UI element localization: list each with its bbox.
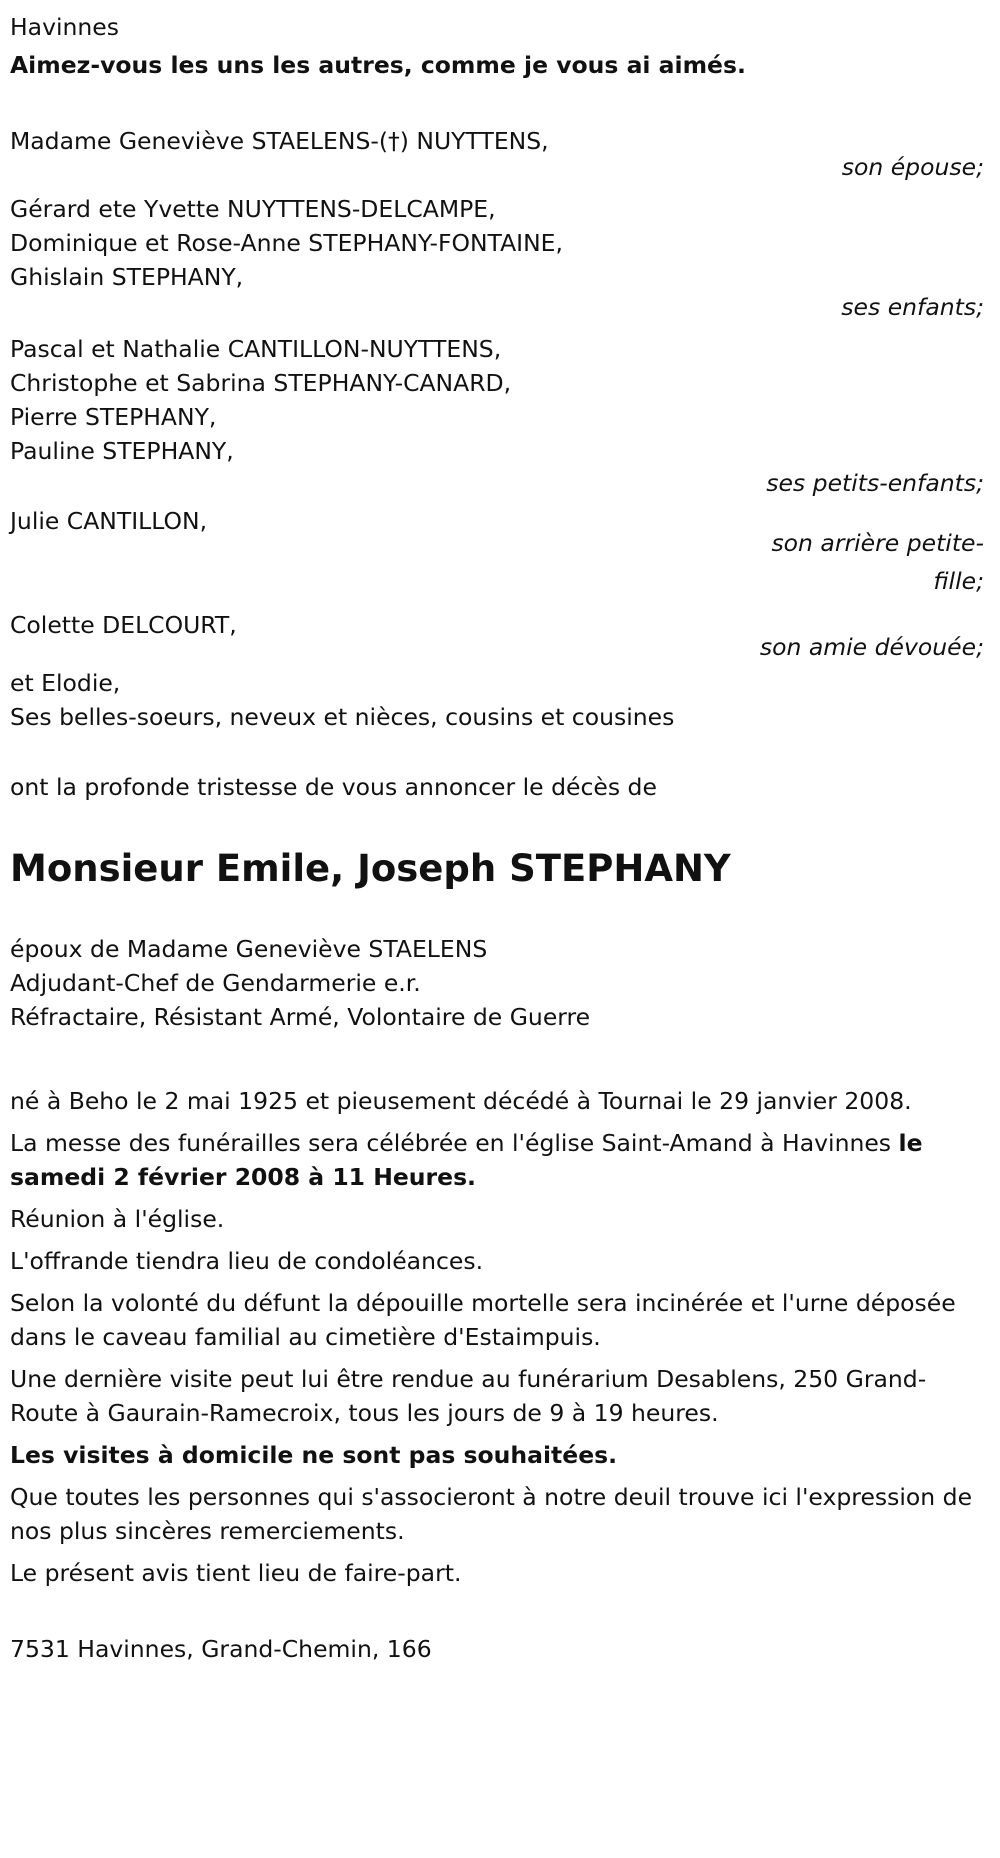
- family-spouse: [10, 122, 986, 186]
- family-name: et Elodie,: [10, 669, 121, 697]
- offering-text: L'offrande tiendra lieu de condoléances.: [10, 1247, 484, 1275]
- deceased-name: Monsieur Emile, Joseph STEPHANY: [10, 847, 731, 890]
- family-name: Gérard ete Yvette NUYTTENS-DELCAMPE,: [10, 195, 496, 223]
- family-name: Ghislain STEPHANY,: [10, 263, 244, 291]
- visit-text: Une dernière visite peut lui être rendue au funérarium Desablens, 250 Grand-Route à Gaurain-Ramecroix, tous les jours de 9 à 19 heures.: [10, 1365, 927, 1427]
- family-name: Colette DELCOURT,: [10, 611, 237, 639]
- cremation-text: Selon la volonté du défunt la dépouille mortelle sera incinérée et l'urne déposée dans le caveau familial au cimetière d'Estaimpuis.: [10, 1289, 956, 1351]
- funeral-mass-intro: La messe des funérailles sera célébrée en l'église Saint-Amand à Havinnes: [10, 1129, 899, 1157]
- family-friend: [10, 606, 986, 666]
- family-name: Madame Geneviève STAELENS-(†) NUYTTENS,: [10, 127, 549, 155]
- family-role: ses enfants;: [841, 293, 984, 321]
- family-name: Pierre STEPHANY,: [10, 403, 217, 431]
- funeral-mass-date: le samedi 2 février 2008 à 11 Heures.: [10, 1129, 923, 1191]
- family-grandchildren: [10, 332, 986, 502]
- family-name: Dominique et Rose-Anne STEPHANY-FONTAINE,: [10, 229, 563, 257]
- no-home-visits-text: Les visites à domicile ne sont pas souhaitées.: [10, 1441, 618, 1469]
- obituary-body: [10, 1084, 986, 1598]
- deceased-detail: Réfractaire, Résistant Armé, Volontaire de Guerre: [10, 1003, 591, 1031]
- notice-text: Le présent avis tient lieu de faire-part.: [10, 1559, 462, 1587]
- deceased-details: [10, 932, 986, 1034]
- thanks-text: Que toutes les personnes qui s'associeront à notre deuil trouve ici l'expression de nos plus sincères remerciements.: [10, 1483, 973, 1545]
- family-role: son épouse;: [841, 153, 984, 181]
- address: 7531 Havinnes, Grand-Chemin, 166: [10, 1635, 432, 1663]
- meeting-text: Réunion à l'église.: [10, 1205, 225, 1233]
- deceased-detail: Adjudant-Chef de Gendarmerie e.r.: [10, 969, 421, 997]
- motto: Aimez-vous les uns les autres, comme je vous ai aimés.: [10, 51, 746, 79]
- family-role: son amie dévouée;: [759, 633, 984, 661]
- family-great-granddaughter: [10, 502, 986, 600]
- family-name: Pascal et Nathalie CANTILLON-NUYTTENS,: [10, 335, 502, 363]
- family-name: Christophe et Sabrina STEPHANY-CANARD,: [10, 369, 512, 397]
- place-heading: Havinnes: [10, 13, 119, 41]
- announcement: ont la profonde tristesse de vous annoncer le décès de: [10, 773, 657, 801]
- family-name: Ses belles-soeurs, neveux et nièces, cousins et cousines: [10, 703, 675, 731]
- family-role: ses petits-enfants;: [766, 469, 984, 497]
- family-role: son arrière petite-fille;: [771, 529, 984, 595]
- family-children: [10, 192, 986, 326]
- deceased-detail: époux de Madame Geneviève STAELENS: [10, 935, 488, 963]
- family-name: Pauline STEPHANY,: [10, 437, 234, 465]
- family-others: [10, 666, 986, 734]
- family-name: Julie CANTILLON,: [10, 507, 208, 535]
- funeral-mass-text: [10, 1126, 986, 1194]
- birth-death-text: né à Beho le 2 mai 1925 et pieusement décédé à Tournai le 29 janvier 2008.: [10, 1087, 912, 1115]
